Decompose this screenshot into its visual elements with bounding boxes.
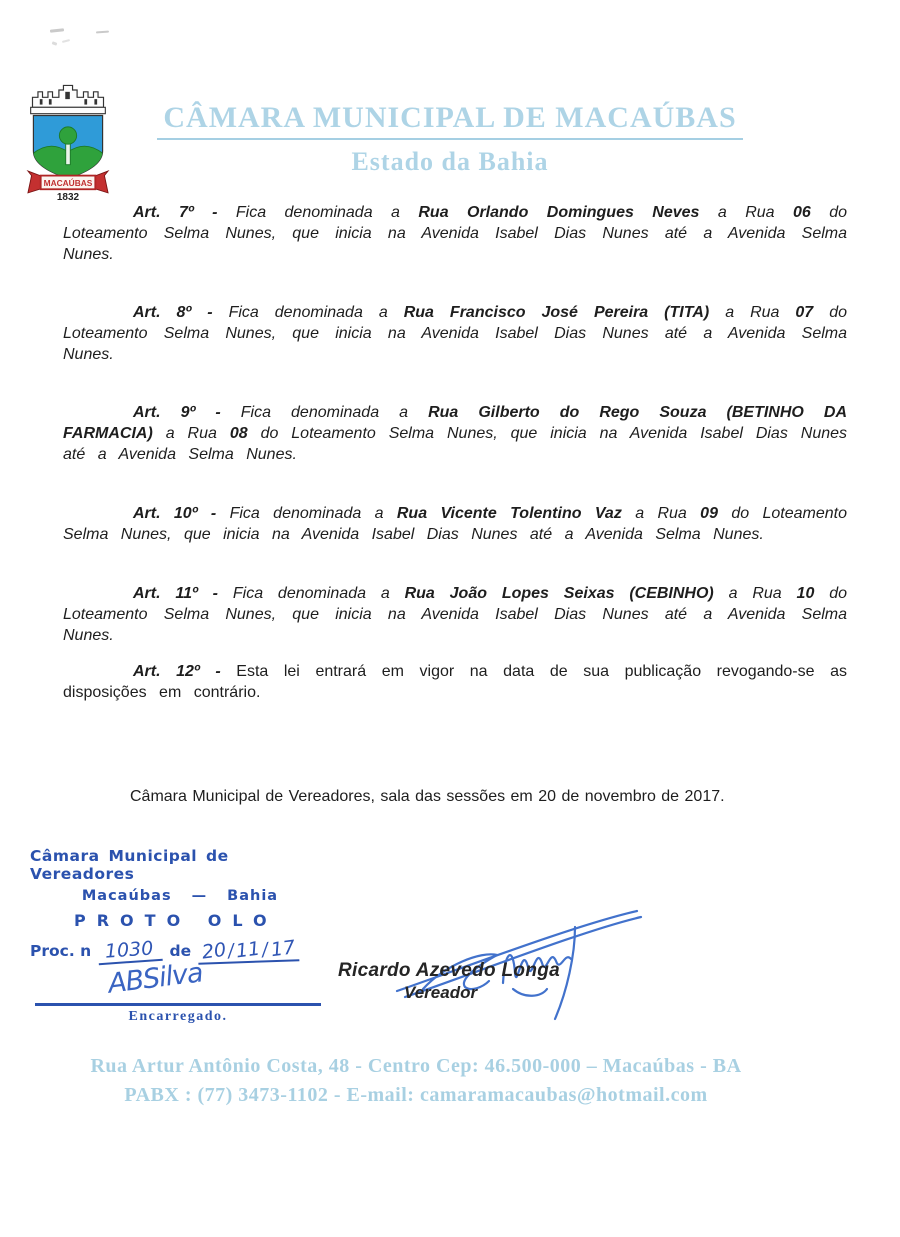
article-11 [63, 583, 847, 646]
footer-contact: PABX : (77) 3473-1102 - E-mail: camaramacaubas@hotmail.com [124, 1084, 708, 1106]
article-label: Art. 7º - [133, 204, 218, 221]
date-year: 17 [269, 936, 297, 962]
street-number: 10 [796, 585, 815, 602]
article-12 [63, 661, 847, 703]
signer-role: Vereador [404, 983, 478, 1002]
article-text: a Rua [725, 304, 780, 321]
date-slash: / [261, 939, 270, 961]
document-body [63, 202, 847, 807]
date-label: de [169, 942, 192, 960]
article-text: a Rua [635, 505, 687, 522]
article-9 [63, 402, 847, 465]
article-text: Fica denominada a [229, 505, 384, 522]
stamp-place-line: Macaúbas — Bahia [81, 888, 279, 904]
street-name: Rua João Lopes Seixas (CEBINHO) [404, 585, 714, 602]
clerk-signature: ABSilva [106, 957, 205, 1000]
article-label: Art. 9º - [133, 404, 221, 421]
date-month: 11 [235, 937, 262, 963]
street-name: Rua Vicente Tolentino Vaz [396, 505, 622, 522]
org-title: CÂMARA MUNICIPAL DE MACAÚBAS [157, 101, 742, 140]
session-line: Câmara Municipal de Vereadores, sala das sessões em 20 de novembro de 2017. [130, 788, 725, 805]
street-number: 06 [792, 204, 811, 221]
clerk-role: Encarregado. [128, 1009, 228, 1024]
letterhead [60, 101, 840, 177]
street-name: Rua Orlando Domingues Neves [418, 204, 700, 221]
signature-line [35, 1003, 321, 1006]
signature-scribble [385, 893, 650, 1023]
article-8 [63, 302, 847, 365]
article-text: a Rua [717, 204, 775, 221]
article-label: Art. 12º - [133, 663, 221, 680]
article-7 [63, 202, 847, 265]
stamp-protocol-line: PROTO OLO [74, 911, 278, 930]
founding-year: 1832 [56, 192, 80, 202]
article-text: do Loteamento Selma Nunes, que inicia na Avenida Isabel Dias Nunes até a Avenida Selma Nunes. [63, 505, 847, 543]
street-number: 07 [795, 304, 814, 321]
article-text: Esta lei entrará em vigor na data de sua publicação revogando-se as disposições em contrário. [63, 663, 847, 701]
street-number: 08 [229, 425, 248, 442]
article-10 [63, 503, 847, 545]
street-number: 09 [700, 505, 718, 522]
org-subtitle: Estado da Bahia [351, 147, 549, 176]
article-text: Fica denominada a [228, 304, 388, 321]
scan-smudge [50, 28, 64, 32]
clerk-signature-area [30, 957, 330, 1037]
signer-name: Ricardo Azevedo Longa [338, 960, 561, 981]
protocol-stamp [30, 847, 330, 1037]
article-label: Art. 8º - [133, 304, 213, 321]
article-text: Fica denominada a [232, 585, 390, 602]
article-label: Art. 11º - [133, 585, 219, 602]
street-name: Rua Gilberto do Rego Souza (BETINHO DA FARMACIA) [63, 404, 848, 442]
article-label: Art. 10º - [133, 505, 217, 522]
footer-address: Rua Artur Antônio Costa, 48 - Centro Cep: 46.500-000 – Macaúbas - BA [90, 1055, 742, 1077]
article-text: Fica denominada a [235, 204, 400, 221]
stamp-org-line: Câmara Municipal de Vereadores [30, 847, 229, 883]
date-day: 20 [200, 938, 228, 964]
scan-smudge [52, 41, 58, 46]
banner-label: MACAÚBAS [43, 178, 93, 189]
street-name: Rua Francisco José Pereira (TITA) [403, 304, 710, 321]
article-text: do Loteamento Selma Nunes, que inicia na Avenida Isabel Dias Nunes até a Avenida Selma Nunes. [63, 204, 847, 263]
footer [0, 1052, 832, 1110]
process-number-handwritten: 1030 [97, 937, 163, 965]
article-text: Fica denominada a [240, 404, 409, 421]
article-text: a Rua [165, 425, 217, 442]
article-text: do Loteamento Selma Nunes, que inicia na Avenida Isabel Dias Nunes até a Avenida Selma Nunes. [63, 304, 847, 363]
date-slash: / [227, 940, 236, 962]
scan-smudge [62, 39, 70, 43]
article-text: do Loteamento Selma Nunes, que inicia na Avenida Isabel Dias Nunes até a Avenida Selma Nunes. [63, 585, 847, 644]
process-label: Proc. n [30, 942, 92, 960]
scan-smudge [96, 31, 109, 34]
article-text: a Rua [728, 585, 782, 602]
article-text: do Loteamento Selma Nunes, que inicia na Avenida Isabel Dias Nunes até a Avenida Selma Nunes. [63, 425, 848, 463]
process-date-handwritten [198, 937, 299, 965]
